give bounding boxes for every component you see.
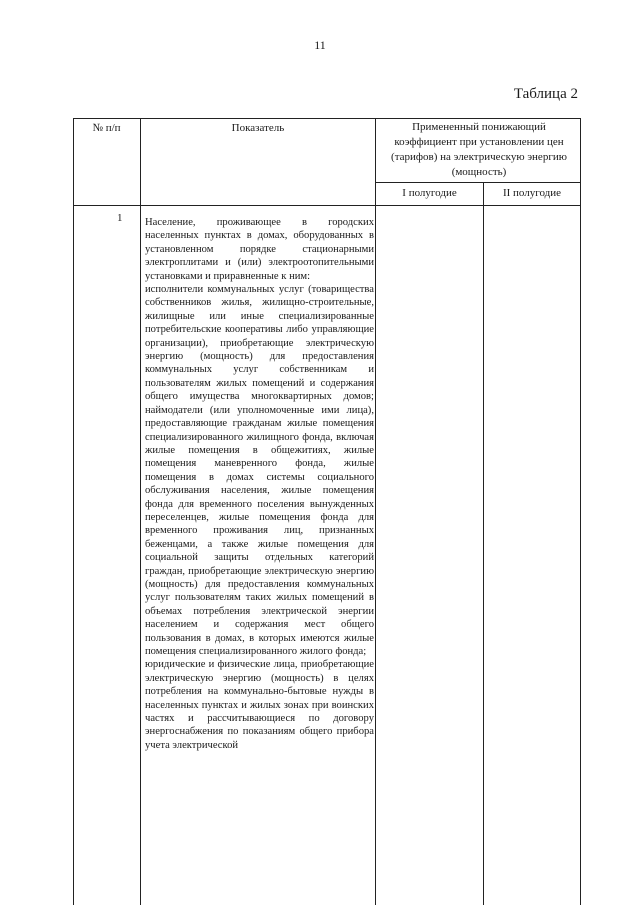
row-1-indicator-text bbox=[145, 216, 374, 752]
table-border-left bbox=[73, 118, 74, 905]
header-subdivider bbox=[375, 182, 581, 183]
column-divider-half bbox=[483, 182, 484, 905]
tariff-table bbox=[73, 118, 581, 905]
row-1-paragraph-1: Население, проживающее в городских населенных пунктах в домах, оборудованных в установленном порядке стационарными электроплитами и (или) электроотопительными установками и приравненные к ним: bbox=[145, 217, 374, 282]
header-half1: I полугодие bbox=[402, 187, 457, 199]
header-half2: II полугодие bbox=[502, 187, 562, 199]
column-divider-indicator bbox=[375, 118, 376, 905]
table-caption: Таблица 2 bbox=[513, 86, 578, 102]
row-1-number: 1 bbox=[117, 212, 123, 224]
header-coefficient: Примененный понижающий коэффициент при установлении цен (тарифов) на электрическую энергию (мощность) bbox=[391, 121, 567, 178]
page-number: 11 bbox=[314, 38, 326, 52]
row-1-paragraph-2: исполнители коммунальных услуг (товарищества собственников жилья, жилищно-строительные, жилищные или иные специализированные потребительские кооперативы либо управляющие организации), приобретающие электрическую энергию (мощность) для предоставления коммунальных услуг собственникам и пользователям жилых помещений и содержания общего имущества многоквартирных домов; наймодатели (или уполномоченные ими лица), предоставляющие гражданам жилые помещения специализированного жилищного фонда, включая жилые помещения в общежитиях, жилые помещения маневренного фонда, жилые помещения в домах системы социального обслуживания населения, жилые помещения фонда для временного поселения вынужденных переселенцев, жилые помещения фонда для временного проживания лиц, признанных беженцами, а также жилые помещения для социальной защиты отдельных категорий граждан, приобретающие электрическую энергию (мощность) для предоставления коммунальных услуг пользователям таких жилых помещений в объемах потребления электрической энергии населением и содержания мест общего пользования в домах, в которых имеются жилые помещения специализированного жилого фонда; bbox=[145, 284, 374, 657]
row-1-paragraph-3: юридические и физические лица, приобретающие электрическую энергию (мощность) в целях потребления на коммунально-бытовые нужды в населенных пунктах и жилых зонах при воинских частях и рассчитывающиеся по договору энергоснабжения по показаниям общего прибора учета электрической bbox=[145, 659, 374, 751]
table-border-top bbox=[73, 118, 581, 119]
column-divider-num bbox=[140, 118, 141, 905]
header-bottom-rule bbox=[73, 205, 581, 206]
table-border-right bbox=[580, 118, 581, 905]
header-indicator: Показатель bbox=[231, 122, 285, 134]
header-num: № п/п bbox=[92, 122, 121, 134]
